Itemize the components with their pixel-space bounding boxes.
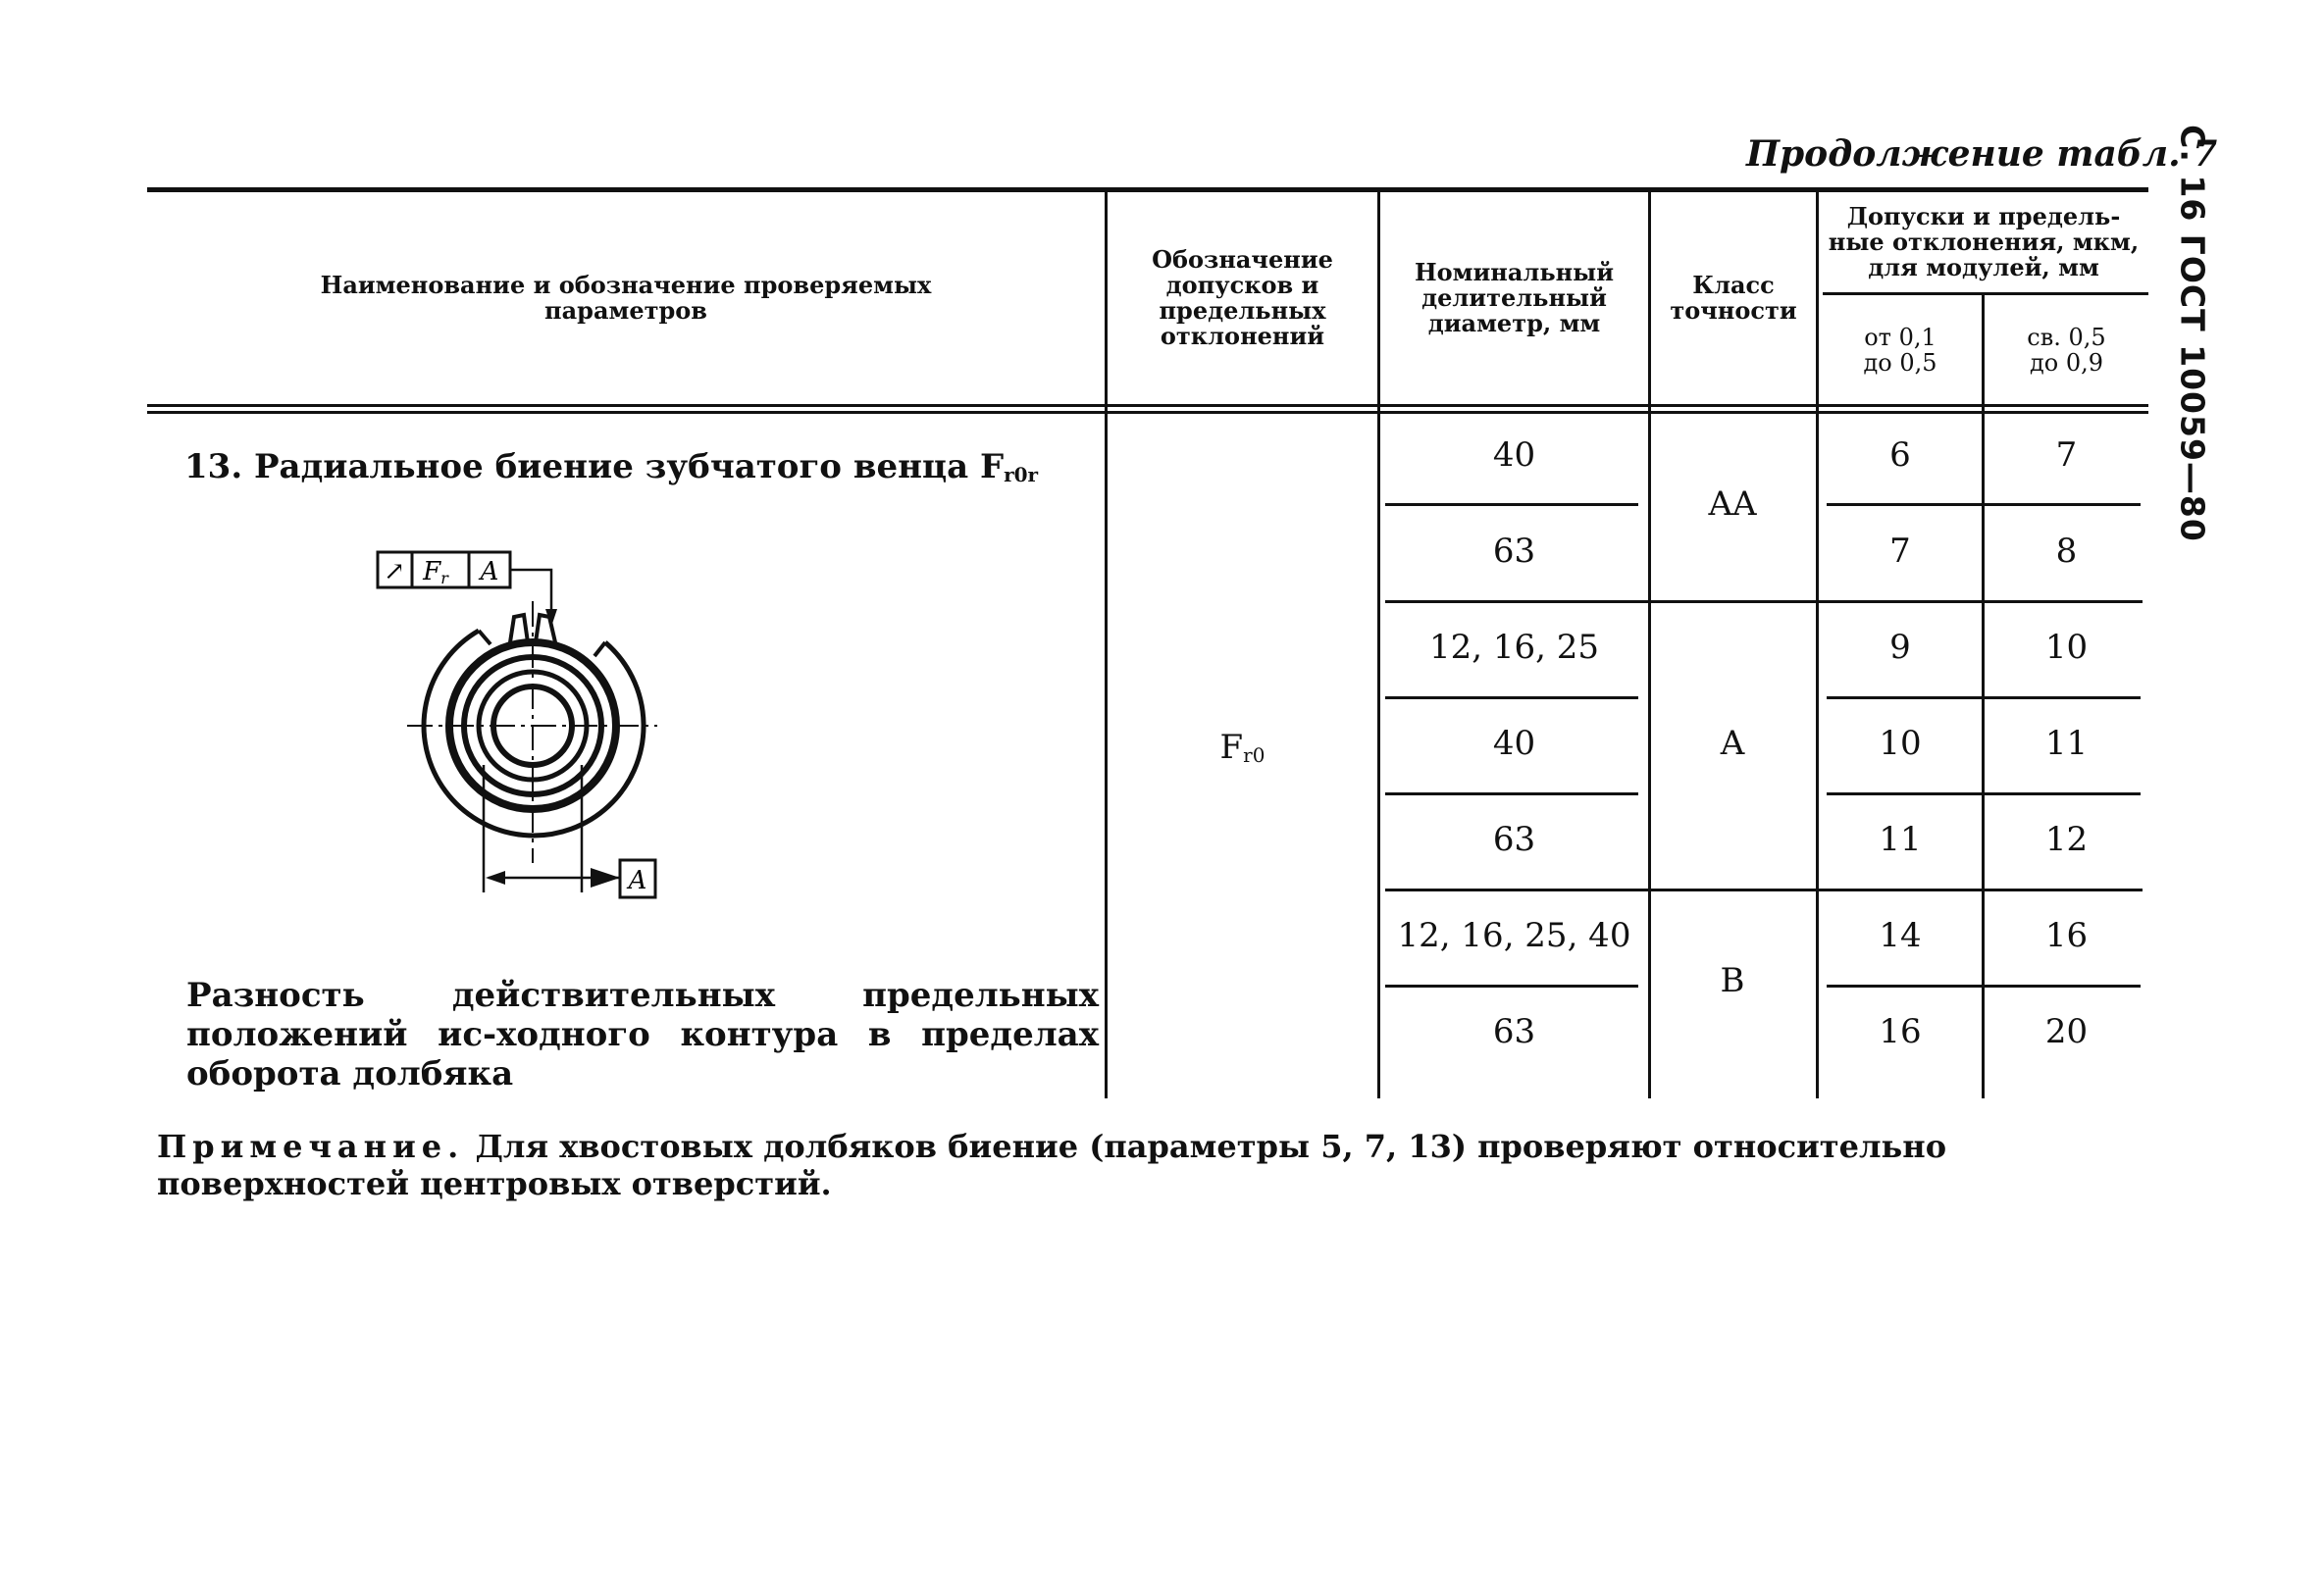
header-designation: Обозначение допусков и предельных отклонений bbox=[1152, 245, 1333, 350]
row-1-mod1: 6 bbox=[1889, 435, 1911, 475]
row-4-diameter: 40 bbox=[1492, 724, 1536, 763]
header-mod1: от 0,1 до 0,5 bbox=[1863, 323, 1937, 377]
row-7-diameter: 63 bbox=[1492, 1012, 1536, 1051]
row-3-mod2: 10 bbox=[2044, 628, 2089, 667]
class-separator-1 bbox=[1385, 600, 2143, 603]
designation-value: $F_{r0}$ bbox=[1219, 728, 1265, 767]
table-note: Примечание. Для хвостовых долбяков биение (параметры 5, 7, 13) проверяют относительно поверхностей центровых отверстий. bbox=[157, 1128, 1947, 1202]
row-5-diameter: 63 bbox=[1492, 820, 1536, 859]
row-4-mod2: 11 bbox=[2044, 724, 2089, 763]
row-1-diameter: 40 bbox=[1492, 435, 1536, 475]
row-3-mod1: 9 bbox=[1889, 628, 1911, 667]
header-bottom-rule bbox=[147, 404, 2148, 407]
header-diameter: Номинальный делительный диаметр, мм bbox=[1414, 258, 1615, 337]
datum-a-label: A bbox=[628, 866, 647, 895]
row-7-mod2: 20 bbox=[2044, 1012, 2089, 1051]
continuation-label: Продолжение табл. 7 bbox=[1746, 133, 2218, 175]
frame-datum-label: A bbox=[480, 557, 499, 586]
frame-f-label: Fr bbox=[423, 557, 448, 587]
side-label: С. 16 ГОСТ 10059—80 bbox=[2173, 125, 2212, 542]
row-5-mod1: 11 bbox=[1879, 820, 1922, 859]
row-2-diameter: 63 bbox=[1492, 532, 1536, 571]
row-2-mod2: 8 bbox=[2055, 532, 2078, 571]
header-name: Наименование и обозначение проверяемых параметров bbox=[320, 271, 932, 325]
runout-diagram bbox=[363, 544, 677, 907]
row-6-mod2: 16 bbox=[2044, 916, 2089, 955]
param-title: 13. Радиальное биение зубчатого венца $F_{r0r}$ bbox=[184, 447, 1039, 486]
class-aa: AA bbox=[1708, 484, 1757, 524]
header-tolerances: Допуски и предель-ные отклонения, мкм, для модулей, мм bbox=[1828, 202, 2140, 281]
row-7-mod1: 16 bbox=[1879, 1012, 1922, 1051]
class-b: B bbox=[1720, 961, 1745, 1000]
class-a: A bbox=[1720, 724, 1745, 763]
row-5-mod2: 12 bbox=[2044, 820, 2089, 859]
row-6-mod1: 14 bbox=[1879, 916, 1922, 955]
col-rule-5 bbox=[1982, 292, 1985, 1098]
row-6-diameter: 12, 16, 25, 40 bbox=[1397, 916, 1631, 955]
runout-symbol: ↗ bbox=[384, 557, 405, 586]
header-accuracy: Класс точности bbox=[1670, 271, 1797, 325]
class-separator-2 bbox=[1385, 889, 2143, 891]
header-mod2: св. 0,5 до 0,9 bbox=[2027, 323, 2106, 377]
row-4-mod1: 10 bbox=[1879, 724, 1922, 763]
row-3-diameter: 12, 16, 25 bbox=[1428, 628, 1600, 667]
param-description: Разность действительных предельных положений ис-ходного контура в пределах оборота долбяка bbox=[186, 976, 1099, 1093]
row-2-mod1: 7 bbox=[1889, 532, 1911, 571]
row-1-mod2: 7 bbox=[2055, 435, 2078, 475]
